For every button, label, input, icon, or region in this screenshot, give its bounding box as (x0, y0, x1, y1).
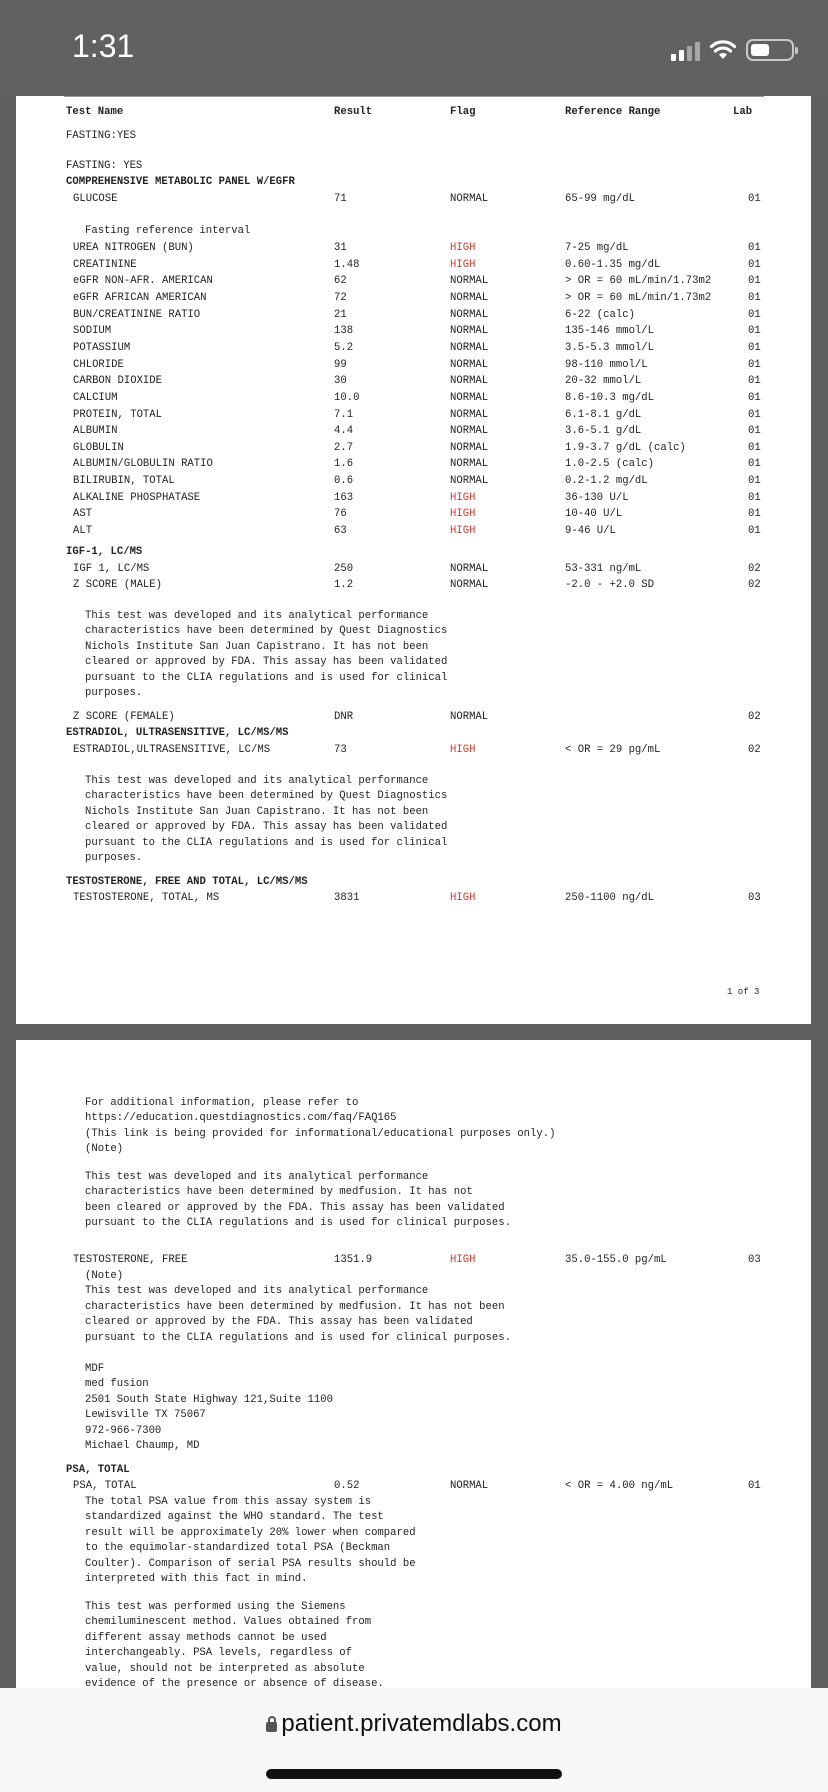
result-name: eGFR NON-AFR. AMERICAN (73, 275, 213, 288)
result-lab: 01 (748, 325, 761, 338)
result-value: DNR (334, 711, 354, 723)
battery-icon (746, 39, 794, 61)
result-value: 0.6 (334, 475, 354, 488)
result-flag: NORMAL (450, 193, 489, 205)
result-reference: 1.0-2.5 (calc) (565, 458, 655, 471)
lab-address: MDF med fusion 2501 South State Highway 121,Suite 1100 Lewisville TX 75067 972-966-7300 Michael Chaump, MD (85, 1363, 333, 1453)
result-lab: 01 (748, 275, 761, 288)
header-result: Result (334, 106, 373, 118)
result-lab: 01 (748, 1480, 761, 1492)
result-flag: HIGH (450, 242, 476, 254)
result-flag: NORMAL (450, 391, 489, 404)
fasting-interval-note: Fasting reference interval (85, 225, 251, 237)
result-lab: 01 (748, 308, 761, 321)
result-name: CHLORIDE (73, 358, 124, 371)
result-lab: 01 (748, 458, 761, 471)
result-reference: 36-130 U/L (565, 491, 629, 504)
result-name: IGF 1, LC/MS (73, 563, 150, 575)
result-name: ESTRADIOL,ULTRASENSITIVE, LC/MS (73, 744, 271, 756)
result-flag: NORMAL (450, 291, 489, 304)
result-name: Z SCORE (FEMALE) (73, 711, 175, 723)
result-reference: 9-46 U/L (565, 525, 616, 538)
result-value: 72 (334, 291, 347, 304)
section-title-testosterone: TESTOSTERONE, FREE AND TOTAL, LC/MS/MS (66, 876, 308, 888)
result-name: AST (73, 508, 93, 521)
fasting-label: FASTING: YES (66, 160, 143, 172)
result-value: 99 (334, 358, 347, 371)
lab-note: This test was developed and its analytical performance characteristics have been determined by medfusion. It has not been cleared or approved by the FDA. This assay has been validated pursuant to the CLIA regulations and is used for clinical purposes. (85, 1171, 511, 1230)
result-lab: 01 (748, 475, 761, 488)
result-reference: < OR = 29 pg/mL (565, 744, 661, 756)
result-lab: 03 (748, 1254, 761, 1266)
status-time: 1:31 (72, 28, 135, 64)
section-title-psa: PSA, TOTAL (66, 1464, 130, 1476)
result-name: ALKALINE PHOSPHATASE (73, 491, 201, 504)
result-name: GLUCOSE (73, 193, 118, 205)
result-lab: 01 (748, 508, 761, 521)
header-reference-range: Reference Range (565, 106, 661, 118)
result-flag: NORMAL (450, 341, 489, 354)
result-name: ALT (73, 525, 93, 538)
result-name: TESTOSTERONE, TOTAL, MS (73, 892, 220, 904)
result-flag: HIGH (450, 744, 476, 756)
result-lab: 01 (748, 341, 761, 354)
section-title-cmp: COMPREHENSIVE METABOLIC PANEL W/EGFR (66, 176, 295, 188)
url-text: patient.privatemdlabs.com (281, 1710, 562, 1737)
result-flag: NORMAL (450, 458, 489, 471)
result-reference: 98-110 mmol/L (565, 358, 648, 371)
result-flag: HIGH (450, 258, 476, 271)
header-rule (64, 96, 764, 97)
result-name: PSA, TOTAL (73, 1480, 137, 1492)
result-name: TESTOSTERONE, FREE (73, 1254, 188, 1266)
result-lab: 02 (748, 711, 761, 723)
result-value: 31 (334, 242, 347, 254)
browser-address-bar (0, 1688, 828, 1792)
info-note: For additional information, please refer to https://education.questdiagnostics.com/faq/FAQ165 (This link is being provided for informational/educational purposes only.) (Note) (85, 1097, 556, 1156)
url-display[interactable] (0, 1710, 828, 1738)
result-value: 30 (334, 375, 347, 388)
result-reference: 7-25 mg/dL (565, 242, 629, 254)
result-lab: 01 (748, 193, 761, 205)
result-lab: 02 (748, 744, 761, 756)
result-value: 1.48 (334, 258, 360, 271)
result-reference: 1.9-3.7 g/dL (calc) (565, 441, 686, 454)
header-lab: Lab (733, 106, 753, 118)
result-value: 0.52 (334, 1480, 360, 1492)
result-reference: 0.2-1.2 mg/dL (565, 475, 648, 488)
result-name: ALBUMIN/GLOBULIN RATIO (73, 458, 213, 471)
result-flag: HIGH (450, 491, 476, 504)
result-value: 76 (334, 508, 347, 521)
result-lab: 01 (748, 525, 761, 538)
result-value: 5.2 (334, 341, 354, 354)
result-flag: NORMAL (450, 425, 489, 438)
result-value: 63 (334, 525, 347, 538)
result-flag: NORMAL (450, 375, 489, 388)
result-reference: > OR = 60 mL/min/1.73m2 (565, 291, 712, 304)
result-lab: 01 (748, 425, 761, 438)
result-flag: HIGH (450, 892, 476, 904)
result-reference: > OR = 60 mL/min/1.73m2 (565, 275, 712, 288)
result-value: 1.2 (334, 579, 354, 591)
result-lab: 02 (748, 563, 761, 575)
result-name: CALCIUM (73, 391, 118, 404)
result-reference: 6.1-8.1 g/dL (565, 408, 642, 421)
result-name: GLOBULIN (73, 441, 124, 454)
result-reference: 3.6-5.1 g/dL (565, 425, 642, 438)
home-indicator[interactable] (266, 1769, 562, 1779)
result-name: eGFR AFRICAN AMERICAN (73, 291, 207, 304)
result-reference: 8.6-10.3 mg/dL (565, 391, 655, 404)
result-reference: 65-99 mg/dL (565, 193, 635, 205)
lab-note: (Note) This test was developed and its analytical performance characteristics have been determined by medfusion. It has not been cleared or approved by the FDA. This assay has been validated pursuant to the CLIA regulations and is used for clinical purposes. (85, 1270, 511, 1344)
result-value: 71 (334, 193, 347, 205)
lab-note: This test was developed and its analytical performance characteristics have been determined by Quest Diagnostics Nichols Institute San Juan Capistrano. It has not been cleared or approved by FDA. This assay has been validated pursuant to the CLIA regulations and is used for clinical purposes. (85, 610, 448, 700)
result-value: 62 (334, 275, 347, 288)
result-flag: HIGH (450, 508, 476, 521)
result-flag: NORMAL (450, 579, 489, 591)
section-title-igf: IGF-1, LC/MS (66, 546, 143, 558)
result-reference: 53-331 ng/mL (565, 563, 642, 575)
result-reference: 135-146 mmol/L (565, 325, 655, 338)
result-reference: -2.0 - +2.0 SD (565, 579, 655, 591)
result-value: 250 (334, 563, 354, 575)
result-reference: < OR = 4.00 ng/mL (565, 1480, 674, 1492)
status-icons (671, 36, 794, 64)
result-reference: 3.5-5.3 mmol/L (565, 341, 655, 354)
result-flag: NORMAL (450, 358, 489, 371)
result-flag: NORMAL (450, 711, 489, 723)
lab-note: This test was developed and its analytical performance characteristics have been determined by Quest Diagnostics Nichols Institute San Juan Capistrano. It has not been cleared or approved by FDA. This assay has been validated pursuant to the CLIA regulations and is used for clinical purposes. (85, 775, 448, 865)
result-lab: 01 (748, 441, 761, 454)
result-reference: 6-22 (calc) (565, 308, 635, 321)
report-page-2[interactable] (16, 1040, 811, 1688)
result-reference: 35.0-155.0 pg/mL (565, 1254, 667, 1266)
lab-note: The total PSA value from this assay system is standardized against the WHO standard. The test result will be approximately 20% lower when compared to the equimolar-standardized total PSA (Beckman Coulter). Comparison of serial PSA results should be interpreted with this fact in mind. (85, 1496, 416, 1586)
result-reference: 0.60-1.35 mg/dL (565, 258, 661, 271)
result-value: 10.0 (334, 391, 360, 404)
result-lab: 01 (748, 391, 761, 404)
result-value: 3831 (334, 892, 360, 904)
wifi-icon (708, 39, 738, 61)
result-name: POTASSIUM (73, 341, 131, 354)
header-flag: Flag (450, 106, 476, 118)
result-flag: HIGH (450, 1254, 476, 1266)
result-flag: NORMAL (450, 325, 489, 338)
result-value: 2.7 (334, 441, 354, 454)
result-value: 4.4 (334, 425, 354, 438)
status-bar (0, 0, 828, 96)
result-flag: NORMAL (450, 1480, 489, 1492)
result-flag: NORMAL (450, 275, 489, 288)
result-lab: 02 (748, 579, 761, 591)
section-title-estradiol: ESTRADIOL, ULTRASENSITIVE, LC/MS/MS (66, 727, 289, 739)
result-name: SODIUM (73, 325, 112, 338)
result-lab: 01 (748, 291, 761, 304)
result-flag: NORMAL (450, 441, 489, 454)
result-name: Z SCORE (MALE) (73, 579, 163, 591)
header-test-name: Test Name (66, 106, 124, 118)
lab-note: This test was performed using the Siemens chemiluminescent method. Values obtained from different assay methods cannot be used interchangeably. PSA levels, regardless of value, should not be interpreted as absolute evidence of the presence or absence of disease. (85, 1601, 384, 1688)
page-number: 1 of 3 (727, 987, 760, 997)
result-name: BILIRUBIN, TOTAL (73, 475, 175, 488)
cellular-signal-icon (671, 39, 700, 61)
result-lab: 01 (748, 242, 761, 254)
result-value: 7.1 (334, 408, 354, 421)
result-name: CARBON DIOXIDE (73, 375, 163, 388)
result-flag: NORMAL (450, 408, 489, 421)
result-lab: 01 (748, 375, 761, 388)
result-lab: 01 (748, 358, 761, 371)
result-reference: 10-40 U/L (565, 508, 623, 521)
result-value: 1.6 (334, 458, 354, 471)
result-flag: NORMAL (450, 563, 489, 575)
fasting-label: FASTING:YES (66, 130, 136, 142)
result-name: ALBUMIN (73, 425, 118, 438)
result-flag: HIGH (450, 525, 476, 538)
result-name: PROTEIN, TOTAL (73, 408, 163, 421)
result-value: 163 (334, 491, 354, 504)
result-value: 1351.9 (334, 1254, 373, 1266)
result-lab: 03 (748, 892, 761, 904)
result-flag: NORMAL (450, 475, 489, 488)
result-value: 73 (334, 744, 347, 756)
result-lab: 01 (748, 408, 761, 421)
result-name: CREATININE (73, 258, 137, 271)
lock-icon (266, 1722, 277, 1732)
result-lab: 01 (748, 258, 761, 271)
result-reference: 20-32 mmol/L (565, 375, 642, 388)
result-value: 138 (334, 325, 354, 338)
report-page-1[interactable] (16, 96, 811, 1024)
result-flag: NORMAL (450, 308, 489, 321)
result-name: BUN/CREATININE RATIO (73, 308, 201, 321)
result-reference: 250-1100 ng/dL (565, 892, 655, 904)
result-name: UREA NITROGEN (BUN) (73, 242, 194, 254)
result-value: 21 (334, 308, 347, 321)
result-lab: 01 (748, 491, 761, 504)
